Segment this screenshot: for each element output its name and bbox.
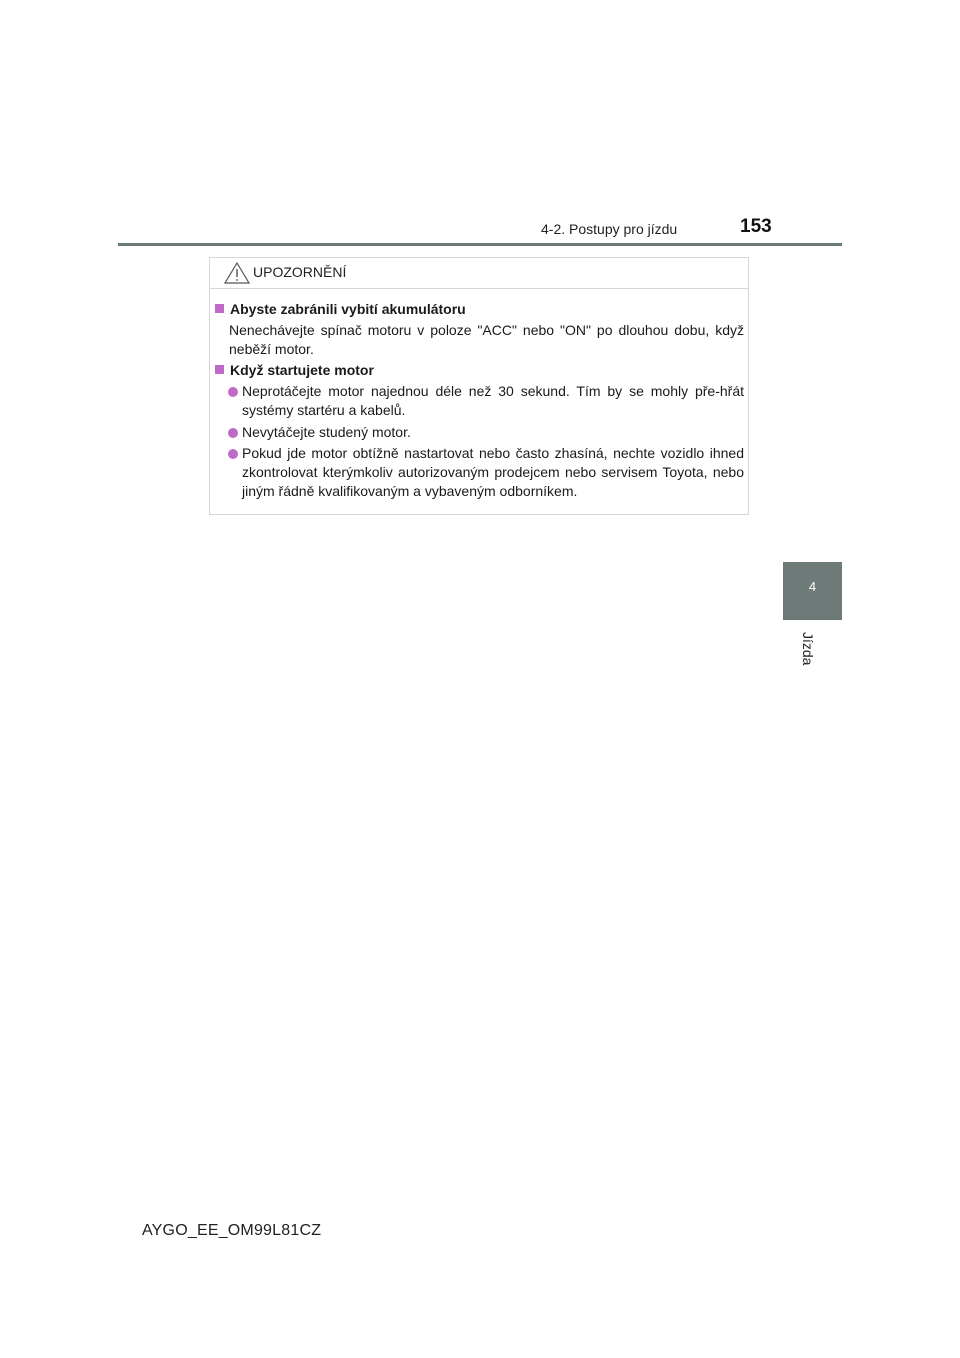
list-item: Neprotáčejte motor najednou déle než 30 sekund. Tím by se mohly pře-hřát systémy startéru a kabelů. [226,382,744,420]
list-item: Nevytáčejte studený motor. [226,423,744,442]
round-bullet-icon [228,387,238,397]
header-divider [118,243,842,246]
chapter-number: 4 [808,579,817,594]
square-bullet-icon [215,365,224,374]
section-text-battery: Nenechávejte spínač motoru v poloze "ACC" nebo "ON" po dlouhou dobu, když neběží motor. [229,322,744,357]
round-bullet-icon [228,428,238,438]
square-bullet-icon [215,304,224,313]
section-heading-starting: Když startujete motor [215,361,374,380]
warning-title: UPOZORNĚNÍ [253,264,347,280]
warning-triangle-icon [224,261,250,285]
warning-header [210,258,748,289]
section-heading-battery: Abyste zabránili vybití akumulátoru [215,300,466,319]
document-code: AYGO_EE_OM99L81CZ [142,1222,322,1239]
round-bullet-icon [228,449,238,459]
header-section-title: 4-2. Postupy pro jízdu [541,221,678,237]
chapter-tab [783,562,842,620]
page-number: 153 [740,216,772,237]
chapter-label: Jízda [800,632,816,666]
warning-box [209,257,749,515]
list-item: Pokud jde motor obtížně nastartovat nebo často zhasíná, nechte vozidlo ihned zkontrolovat kterýmkoliv autorizovaným prodejcem nebo servisem Toyota, nebo jiným řádně kvalifikovaným a vybaveným odborníkem. [226,444,744,501]
